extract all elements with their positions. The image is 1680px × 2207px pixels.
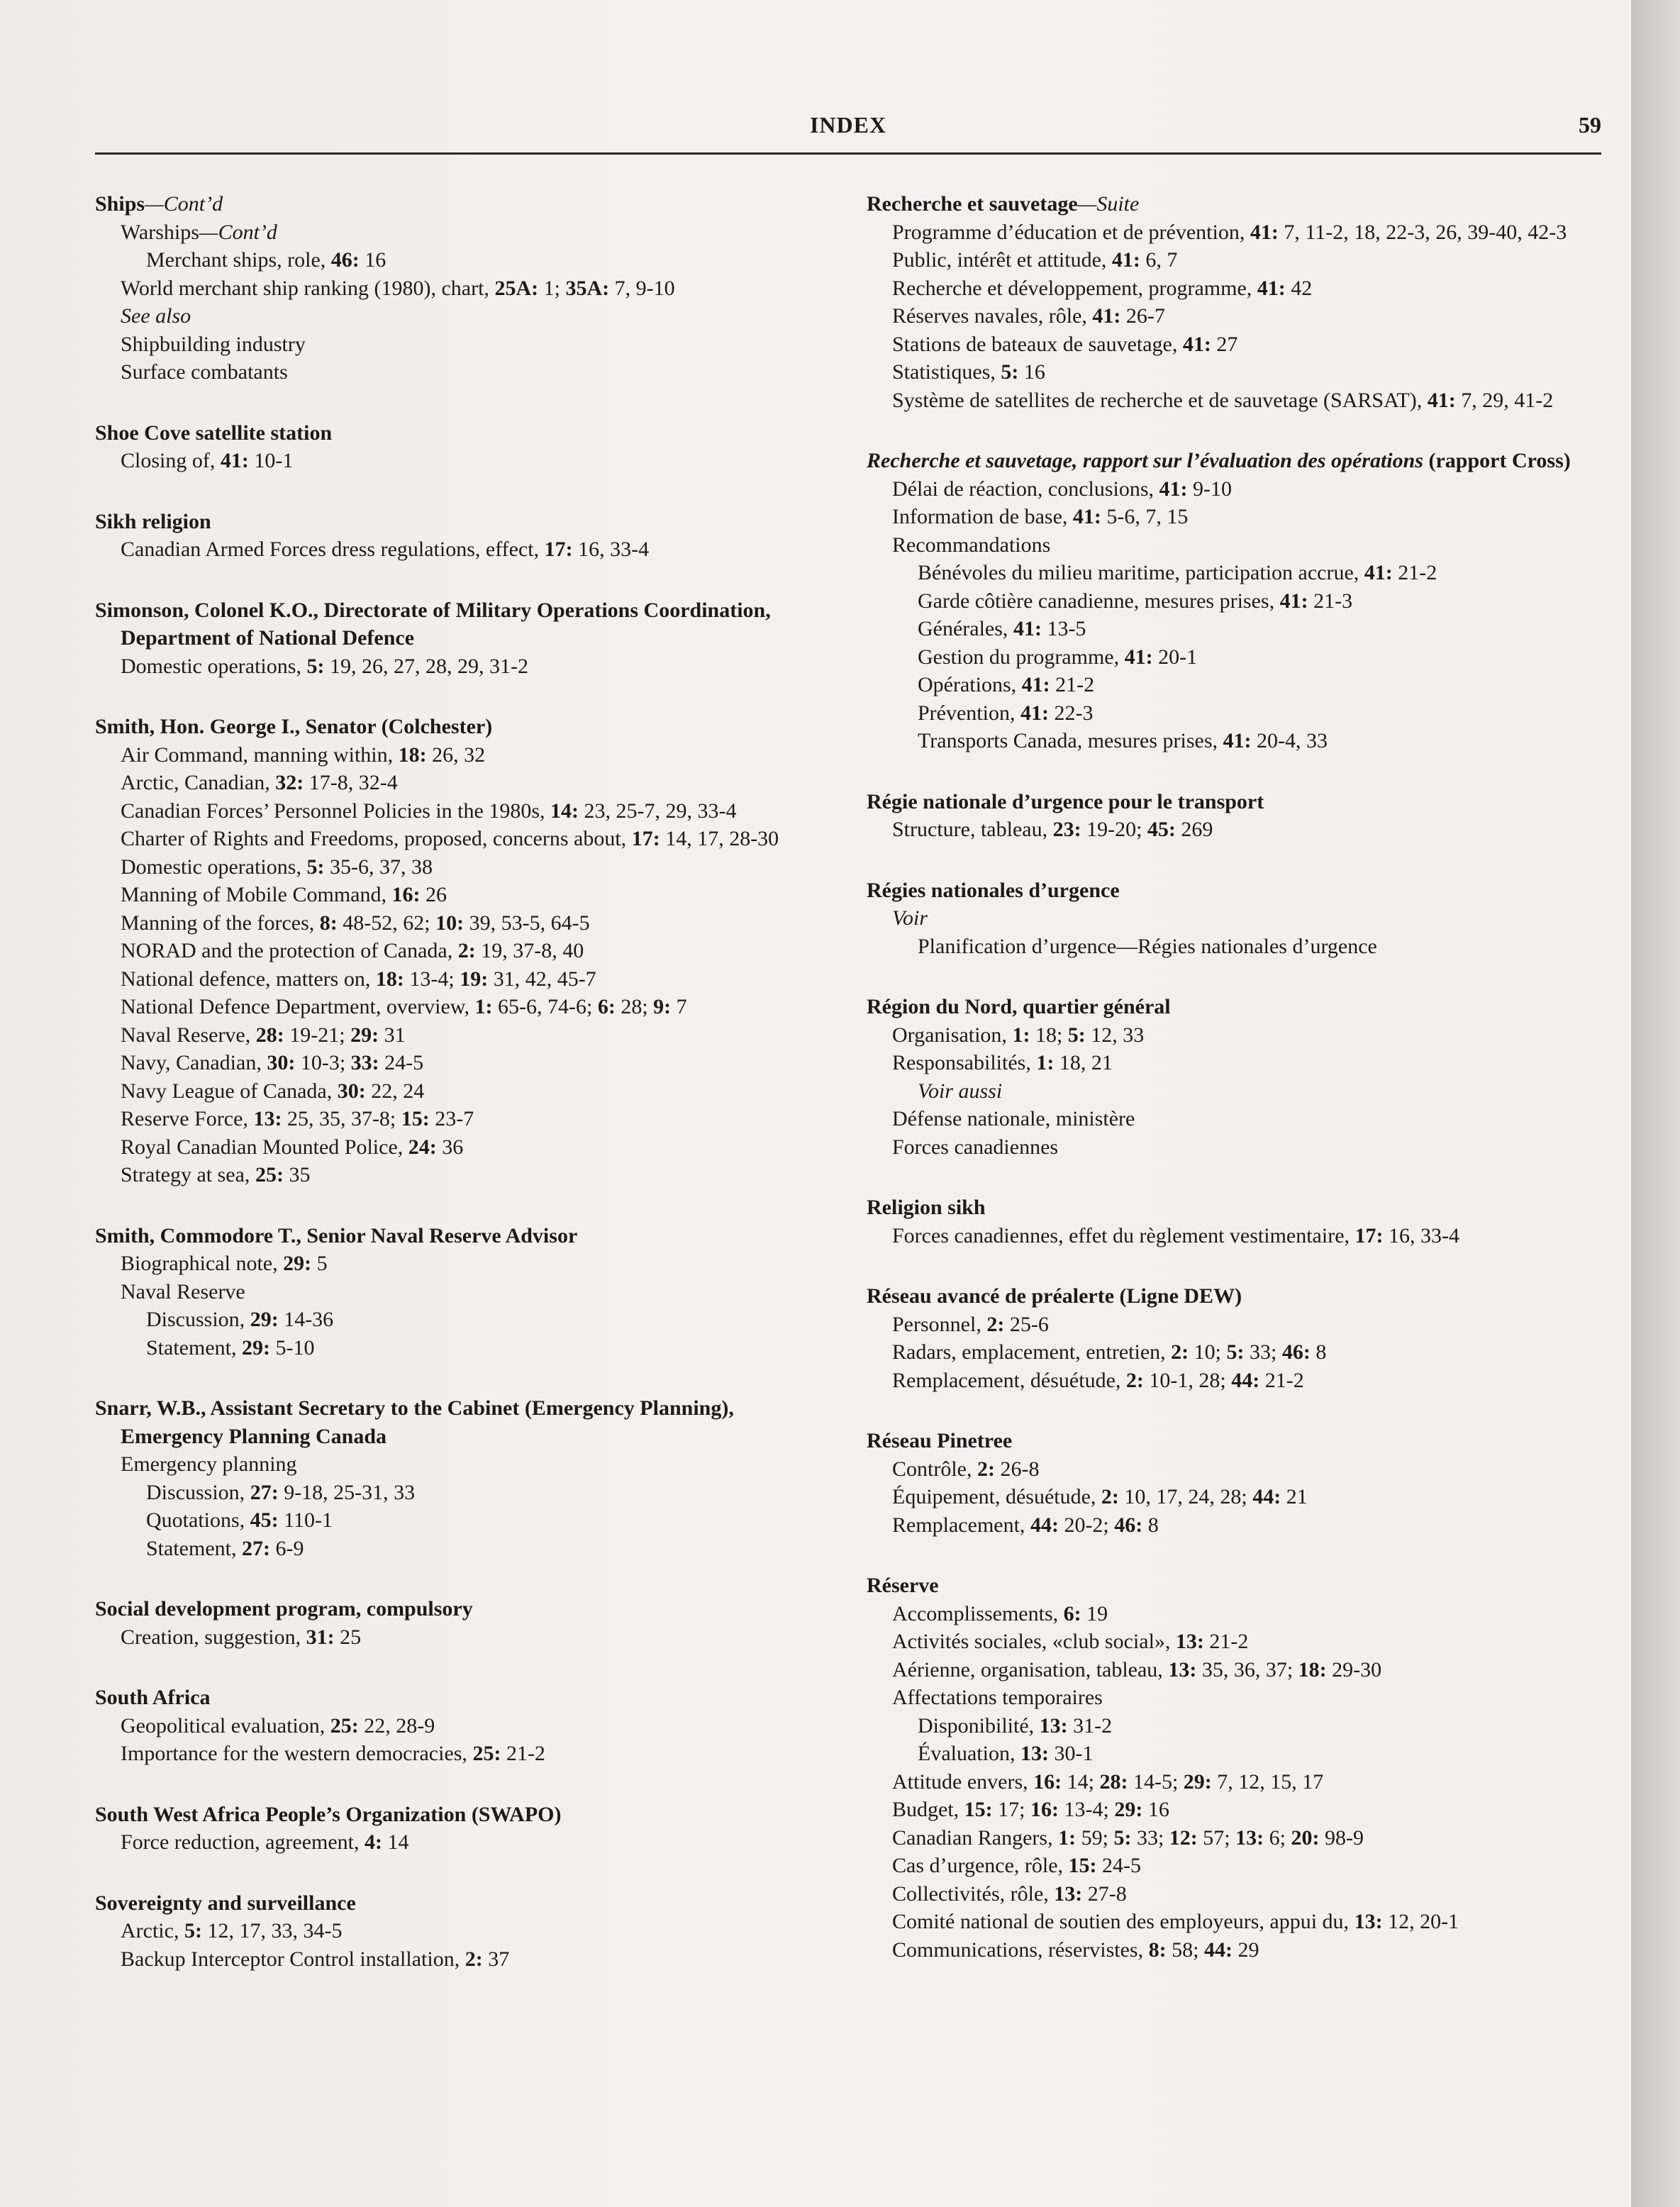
entry-heading: Sovereignty and surveillance [95, 1891, 356, 1915]
index-entry [95, 596, 840, 681]
subentry: Système de satellites de recherche et de sauvetage (SARSAT), 41: 7, 29, 41-2 [892, 388, 1554, 412]
subentry: Recommandations [892, 533, 1051, 557]
entry-heading: Sikh religion [95, 509, 211, 533]
subentry: Geopolitical evaluation, 25: 22, 28-9 [121, 1713, 435, 1738]
entry-heading: South West Africa People’s Organization (SWAPO) [95, 1802, 562, 1826]
sub-subentry: Générales, 41: 13-5 [918, 617, 1086, 640]
entry-heading: Régie nationale d’urgence pour le transport [867, 789, 1264, 813]
subentry: Canadian Armed Forces dress regulations, effect, 17: 16, 33-4 [121, 538, 650, 561]
index-entry [95, 1394, 840, 1562]
subentry: Manning of Mobile Command, 16: 26 [121, 883, 447, 906]
subentry: Contrôle, 2: 26-8 [892, 1457, 1040, 1481]
header-rule [95, 152, 1601, 155]
subentry: Biographical note, 29: 5 [121, 1252, 328, 1275]
sub-subentry: Discussion, 29: 14-36 [146, 1308, 334, 1331]
sub-subentry: Quotations, 45: 110-1 [146, 1508, 333, 1532]
sub-subentry: Statement, 27: 6-9 [146, 1536, 304, 1560]
subentry: Accomplissements, 6: 19 [892, 1601, 1108, 1625]
subentry: Surface combatants [121, 360, 288, 384]
sub-subentry: Opérations, 41: 21-2 [918, 673, 1095, 696]
subentry: Domestic operations, 5: 35-6, 37, 38 [121, 855, 433, 879]
subentry: Remplacement, 44: 20-2; 46: 8 [892, 1513, 1159, 1537]
index-entry [867, 1572, 1618, 1964]
entry-heading: Régies nationales d’urgence [867, 878, 1120, 902]
sub-subentry: Bénévoles du milieu maritime, participation accrue, 41: 21-2 [918, 561, 1437, 584]
subentry: Aérienne, organisation, tableau, 13: 35, 36, 37; 18: 29-30 [892, 1657, 1382, 1681]
subentry: Stations de bateaux de sauvetage, 41: 27 [892, 332, 1238, 356]
subentry: Responsabilités, 1: 18, 21 [892, 1051, 1113, 1074]
subentry: Forces canadiennes [892, 1135, 1059, 1159]
entry-heading: Simonson, Colonel K.O., Directorate of Military Operations Coordination, Department of National Defence [95, 598, 771, 650]
subentry: Emergency planning [121, 1452, 297, 1476]
index-entry [95, 1889, 840, 1974]
page-number: 59 [1579, 112, 1601, 138]
subentry: Air Command, manning within, 18: 26, 32 [121, 743, 486, 767]
entry-heading: Recherche et sauvetage—Suite [867, 192, 1140, 216]
subentry: Cas d’urgence, rôle, 15: 24-5 [892, 1854, 1142, 1877]
subentry: Forces canadiennes, effet du règlement vestimentaire, 17: 16, 33-4 [892, 1223, 1460, 1247]
index-entry [867, 190, 1618, 414]
subentry: Navy, Canadian, 30: 10-3; 33: 24-5 [121, 1051, 424, 1074]
subentry: Arctic, Canadian, 32: 17-8, 32-4 [121, 771, 398, 794]
page-title: INDEX [809, 112, 887, 138]
subentry: Délai de réaction, conclusions, 41: 9-10 [892, 477, 1233, 501]
subentry: Warships—Cont’d [121, 220, 277, 244]
sub-subentry: Discussion, 27: 9-18, 25-31, 33 [146, 1480, 416, 1504]
right-column [867, 190, 1618, 1964]
subentry: Structure, tableau, 23: 19-20; 45: 269 [892, 818, 1213, 841]
subentry: Royal Canadian Mounted Police, 24: 36 [121, 1135, 464, 1159]
sub-subentry: Statement, 29: 5-10 [146, 1335, 315, 1360]
subentry: National defence, matters on, 18: 13-4; 19: 31, 42, 45-7 [121, 967, 596, 991]
index-entry [95, 1801, 840, 1857]
entry-heading: Snarr, W.B., Assistant Secretary to the Cabinet (Emergency Planning), Emergency Planning Canada [95, 1396, 734, 1448]
subentry: Réserves navales, rôle, 41: 26-7 [892, 304, 1165, 328]
subentry: Affectations temporaires [892, 1686, 1103, 1709]
entry-heading: Smith, Commodore T., Senior Naval Reserve Advisor [95, 1223, 578, 1247]
subentry: Remplacement, désuétude, 2: 10-1, 28; 44: 21-2 [892, 1368, 1304, 1392]
index-entry [95, 1595, 840, 1651]
subentry: Défense nationale, ministère [892, 1107, 1135, 1130]
subentry: National Defence Department, overview, 1: 65-6, 74-6; 6: 28; 9: 7 [121, 995, 687, 1018]
subentry: Shipbuilding industry [121, 332, 306, 356]
sub-subentry: Garde côtière canadienne, mesures prises, 41: 21-3 [918, 589, 1353, 613]
sub-subentry: Voir aussi [918, 1079, 1003, 1103]
binding-gutter [1631, 0, 1680, 2207]
sub-subentry: Disponibilité, 13: 31-2 [918, 1713, 1113, 1738]
entry-heading: South Africa [95, 1686, 211, 1709]
subentry: Information de base, 41: 5-6, 7, 15 [892, 505, 1189, 528]
entry-heading: Shoe Cove satellite station [95, 421, 333, 445]
index-entry [95, 508, 840, 564]
left-column [95, 190, 840, 1973]
index-entry [867, 447, 1618, 755]
page-header [95, 112, 1601, 155]
subentry: Manning of the forces, 8: 48-52, 62; 10: 39, 53-5, 64-5 [121, 911, 590, 935]
subentry: Charter of Rights and Freedoms, proposed, concerns about, 17: 14, 17, 28-30 [121, 827, 779, 850]
index-entry [95, 1222, 840, 1362]
subentry: Strategy at sea, 25: 35 [121, 1163, 311, 1186]
subentry: Creation, suggestion, 31: 25 [121, 1625, 362, 1649]
subentry: Comité national de soutien des employeurs, appui du, 13: 12, 20-1 [892, 1910, 1459, 1933]
subentry: Naval Reserve [121, 1279, 245, 1303]
subentry: See also [121, 304, 191, 328]
subentry: Activités sociales, «club social», 13: 21-2 [892, 1630, 1249, 1653]
entry-heading: Réseau avancé de préalerte (Ligne DEW) [867, 1284, 1242, 1308]
subentry: Budget, 15: 17; 16: 13-4; 29: 16 [892, 1798, 1169, 1821]
sub-subentry: Évaluation, 13: 30-1 [918, 1742, 1094, 1765]
index-entry [867, 1282, 1618, 1394]
index-entry [867, 1194, 1618, 1250]
entry-heading: Social development program, compulsory [95, 1597, 473, 1620]
subentry: Canadian Rangers, 1: 59; 5: 33; 12: 57; 13: 6; 20: 98-9 [892, 1825, 1364, 1850]
index-entry [867, 1427, 1618, 1539]
subentry: Organisation, 1: 18; 5: 12, 33 [892, 1023, 1145, 1047]
subentry: World merchant ship ranking (1980), chart, 25A: 1; 35A: 7, 9-10 [121, 276, 675, 300]
entry-heading: Religion sikh [867, 1196, 986, 1219]
subentry: Canadian Forces’ Personnel Policies in the 1980s, 14: 23, 25-7, 29, 33-4 [121, 799, 737, 823]
index-entry [867, 993, 1618, 1161]
subentry: Importance for the western democracies, 25: 21-2 [121, 1742, 545, 1765]
subentry: Personnel, 2: 25-6 [892, 1312, 1049, 1336]
subentry: Reserve Force, 13: 25, 35, 37-8; 15: 23-7 [121, 1107, 474, 1130]
subentry: Collectivités, rôle, 13: 27-8 [892, 1881, 1127, 1906]
index-entry [95, 419, 840, 475]
sub-subentry: Merchant ships, role, 46: 16 [146, 248, 386, 272]
subentry: Domestic operations, 5: 19, 26, 27, 28, 29, 31-2 [121, 654, 528, 678]
subentry: Navy League of Canada, 30: 22, 24 [121, 1079, 425, 1103]
sub-subentry: Planification d’urgence—Régies nationales d’urgence [918, 934, 1377, 958]
subentry: Radars, emplacement, entretien, 2: 10; 5: 33; 46: 8 [892, 1340, 1327, 1364]
subentry: Public, intérêt et attitude, 41: 6, 7 [892, 248, 1178, 272]
subentry: Statistiques, 5: 16 [892, 360, 1045, 384]
subentry: Voir [892, 906, 928, 930]
entry-heading: Réserve [867, 1574, 939, 1597]
subentry: Arctic, 5: 12, 17, 33, 34-5 [121, 1919, 343, 1942]
entry-heading: Ships—Cont’d [95, 192, 223, 216]
index-entry [95, 1684, 840, 1768]
subentry: Closing of, 41: 10-1 [121, 449, 294, 472]
entry-heading: Recherche et sauvetage, rapport sur l’évaluation des opérations (rapport Cross) [867, 449, 1571, 472]
subentry: Backup Interceptor Control installation, 2: 37 [121, 1947, 510, 1971]
index-entry [867, 788, 1618, 844]
subentry: Communications, réservistes, 8: 58; 44: 29 [892, 1938, 1259, 1962]
entry-heading: Région du Nord, quartier général [867, 995, 1171, 1018]
index-entry [95, 190, 840, 387]
entry-heading: Smith, Hon. George I., Senator (Colchester) [95, 715, 493, 738]
subentry: Force reduction, agreement, 4: 14 [121, 1830, 409, 1854]
subentry: Attitude envers, 16: 14; 28: 14-5; 29: 7, 12, 15, 17 [892, 1769, 1324, 1794]
sub-subentry: Transports Canada, mesures prises, 41: 20-4, 33 [918, 729, 1328, 752]
subentry: Programme d’éducation et de prévention, 41: 7, 11-2, 18, 22-3, 26, 39-40, 42-3 [892, 220, 1567, 244]
subentry: Recherche et développement, programme, 41: 42 [892, 276, 1313, 300]
index-entry [867, 877, 1618, 961]
sub-subentry: Prévention, 41: 22-3 [918, 701, 1094, 725]
subentry: Naval Reserve, 28: 19-21; 29: 31 [121, 1023, 406, 1047]
index-entry [95, 713, 840, 1189]
sub-subentry: Gestion du programme, 41: 20-1 [918, 645, 1198, 669]
subentry: NORAD and the protection of Canada, 2: 19, 37-8, 40 [121, 939, 584, 962]
entry-heading: Réseau Pinetree [867, 1429, 1013, 1452]
subentry: Équipement, désuétude, 2: 10, 17, 24, 28; 44: 21 [892, 1485, 1308, 1508]
